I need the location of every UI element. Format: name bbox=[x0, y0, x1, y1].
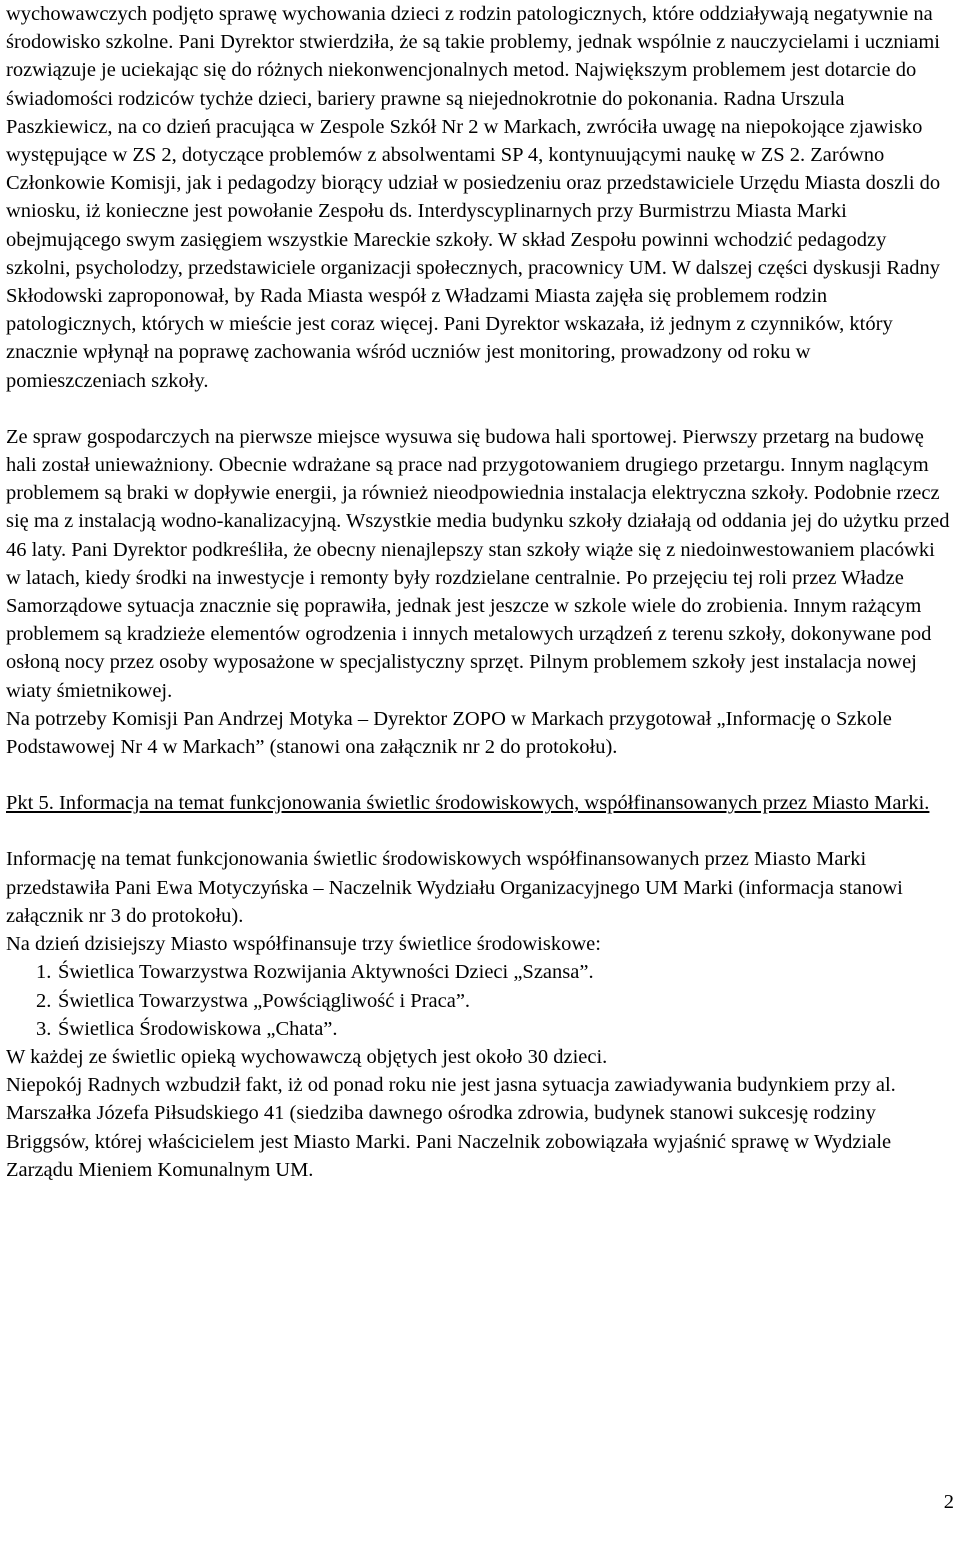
list-item-text: Świetlica Towarzystwa Rozwijania Aktywności Dzieci „Szansa”. bbox=[58, 961, 594, 984]
list-item bbox=[36, 1015, 954, 1043]
document-page bbox=[6, 0, 954, 1184]
list-item-text: Świetlica Środowiskowa „Chata”. bbox=[58, 1017, 338, 1040]
paragraph-children-count: W każdej ze świetlic opieką wychowawczą objętych jest około 30 dzieci. bbox=[6, 1045, 608, 1068]
page-number: 2 bbox=[943, 1491, 954, 1513]
paragraph-economic-matters: Ze spraw gospodarczych na pierwsze miejsce wysuwa się budowa hali sportowej. Pierwszy przetarg na budowę hali został unieważniony. Obecnie wdrażane są prace nad przygotowaniem drugiego przetargu. Innym naglącym problemem są braki w dopływie energii, ja również nieodpowiednia instalacja elektryczna szkoły. Podobnie rzecz się ma z instalacją wodno-kanalizacyjną. Wszystkie media budynku szkoły działają od oddania jej do użytku przed 46 laty. Pani Dyrektor podkreśliła, że obecny nienajlepszy stan szkoły wiąże się z niedoinwestowaniem placówki w latach, kiedy środki na inwestycje i remonty były rozdzielane centralnie. Po przejęciu tej roli przez Władze Samorządowe sytuacja znacznie się poprawiła, jednak jest jeszcze w szkole wiele do zrobienia. Innym rażącym problemem są kradzieże elementów ogrodzenia i innych metalowych urządzeń z terenu szkoły, dokonywane pod osłoną nocy przez osoby wyposażone w specjalistyczny sprzęt. Pilnym problemem szkoły jest instalacja nowej wiaty śmietnikowej. bbox=[6, 425, 950, 702]
list-item-number: 3. bbox=[36, 1017, 52, 1040]
list-item-number: 2. bbox=[36, 989, 52, 1012]
section-heading-pkt5: Pkt 5. Informacja na temat funkcjonowania świetlic środowiskowych, współfinansowanych przez Miasto Marki. bbox=[6, 792, 930, 815]
list-item-text: Świetlica Towarzystwa „Powściągliwość i Praca”. bbox=[58, 989, 471, 1012]
list-item-number: 1. bbox=[36, 961, 52, 984]
centers-list bbox=[6, 958, 954, 1043]
paragraph-building-issue: Niepokój Radnych wzbudził fakt, iż od ponad roku nie jest jasna sytuacja zawiadywania budynkiem przy al. Marszałka Józefa Piłsudskiego 41 (siedziba dawnego ośrodka zdrowia, budynek stanowi sukcesję rodziny Briggsów, której właścicielem jest Miasto Marki. Pani Naczelnik zobowiązała wyjaśnić sprawę w Wydziale Zarządu Mieniem Komunalnym UM. bbox=[6, 1074, 896, 1181]
list-item bbox=[36, 958, 954, 986]
list-item bbox=[36, 987, 954, 1015]
paragraph-centers-info: Informację na temat funkcjonowania świetlic środowiskowych współfinansowanych przez Miasto Marki przedstawiła Pani Ewa Motyczyńska – Naczelnik Wydziału Organizacyjnego UM Marki (informacja stanowi załącznik nr 3 do protokołu). bbox=[6, 848, 903, 927]
paragraph-school-problems: wychowawczych podjęto sprawę wychowania dzieci z rodzin patologicznych, które oddziaływają negatywnie na środowisko szkolne. Pani Dyrektor stwierdziła, że są takie problemy, jednak wspólnie z nauczycielami i uczniami rozwiązuje je uciekając się do różnych niekonwencjonalnych metod. Największym problemem jest dotarcie do świadomości rodziców tychże dzieci, bariery prawne są niejednokrotnie do pokonania. Radna Urszula Paszkiewicz, na co dzień pracująca w Zespole Szkół Nr 2 w Markach, zwróciła uwagę na niepokojące zjawisko występujące w ZS 2, dotyczące problemów z absolwentami SP 4, kontynuującymi naukę w ZS 2. Zarówno Członkowie Komisji, jak i pedagodzy biorący udział w posiedzeniu oraz przedstawiciele Urzędu Miasta doszli do wniosku, iż konieczne jest powołanie Zespołu ds. Interdyscyplinarnych przy Burmistrzu Miasta Marki obejmującego swym zasięgiem wszystkie Mareckie szkoły. W skład Zespołu powinni wchodzić pedagodzy szkolni, psycholodzy, przedstawiciele organizacji społecznych, pracownicy UM. W dalszej części dyskusji Radny Skłodowski zaproponował, by Rada Miasta wespół z Władzami Miasta zajęła się problemem rodzin patologicznych, których w mieście jest coraz więcej. Pani Dyrektor wskazała, iż jednym z czynników, który znacznie wpłynął na poprawę zachowania wśród uczniów jest monitoring, prowadzony od roku w pomieszczeniach szkoły. bbox=[6, 3, 941, 392]
paragraph-centers-intro: Na dzień dzisiejszy Miasto współfinansuje trzy świetlice środowiskowe: bbox=[6, 933, 601, 956]
paragraph-commission-info: Na potrzeby Komisji Pan Andrzej Motyka – Dyrektor ZOPO w Markach przygotował „Informację o Szkole Podstawowej Nr 4 w Markach” (stanowi ona załącznik nr 2 do protokołu). bbox=[6, 707, 892, 759]
